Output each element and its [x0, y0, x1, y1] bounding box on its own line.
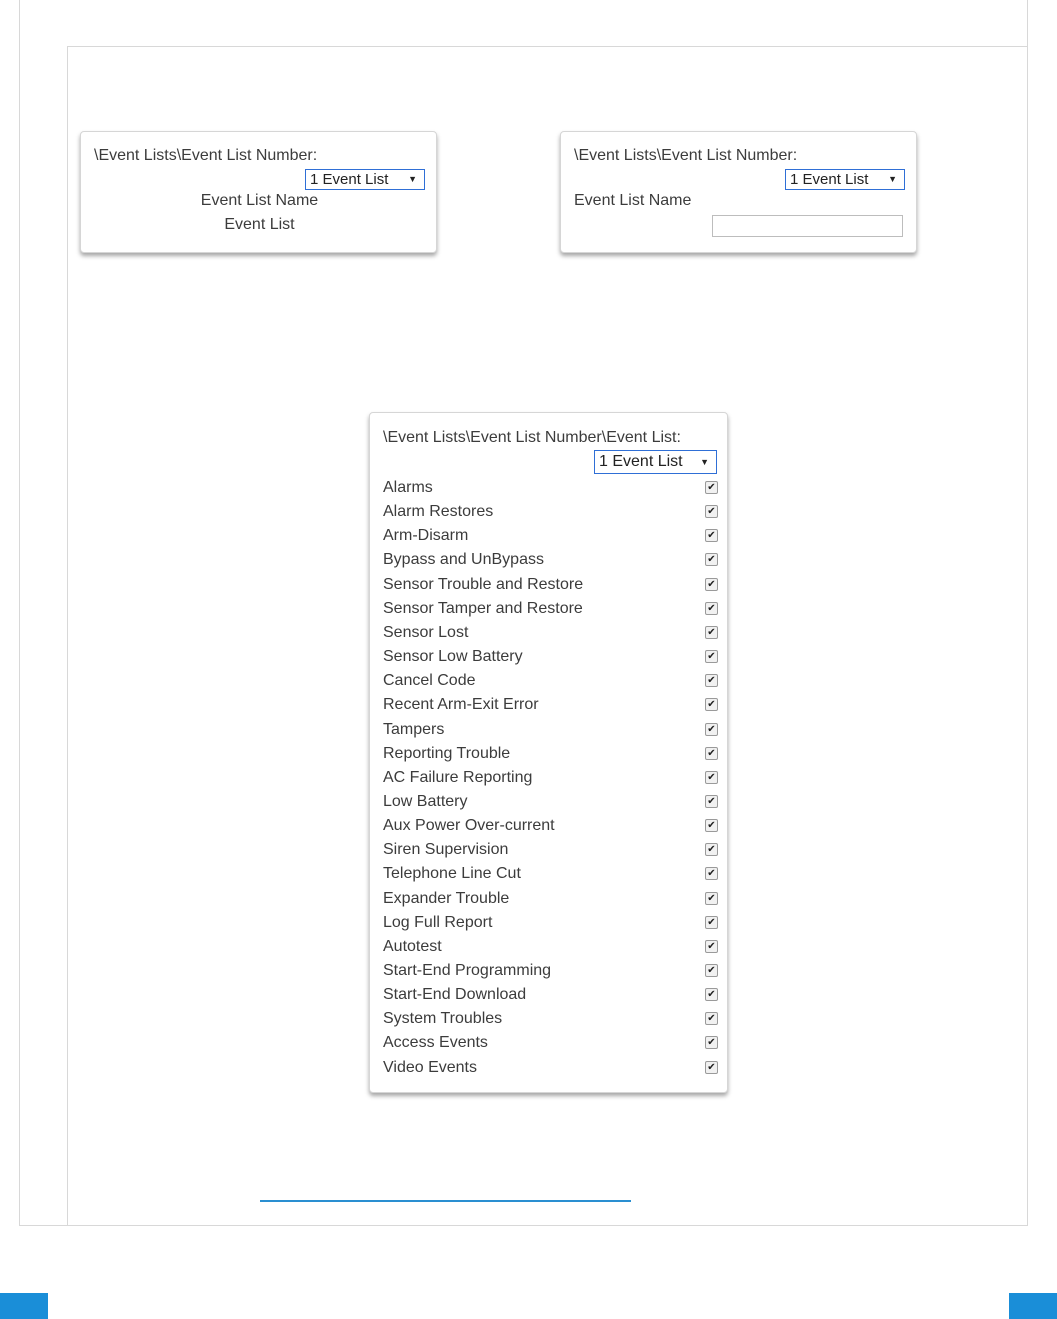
event-item-label: Sensor Low Battery — [383, 648, 523, 666]
event-item-row — [383, 935, 718, 959]
event-item-row — [383, 1031, 718, 1055]
event-item-checkbox[interactable]: ✔ — [705, 723, 718, 736]
event-item-label: Alarm Restores — [383, 503, 494, 521]
event-item-checkbox[interactable]: ✔ — [705, 988, 718, 1001]
chevron-down-icon: ▼ — [888, 174, 897, 184]
select-value: 1 Event List — [599, 453, 683, 470]
footer-accent-left — [0, 1293, 48, 1319]
event-item-label: Access Events — [383, 1034, 488, 1052]
event-item-label: Low Battery — [383, 792, 468, 810]
event-list-name-input[interactable] — [712, 215, 903, 237]
event-item-checkbox[interactable]: ✔ — [705, 626, 718, 639]
event-item-row — [383, 911, 718, 935]
event-item-row — [383, 814, 718, 838]
event-list-select[interactable] — [594, 450, 717, 474]
event-item-row — [383, 621, 718, 645]
event-list-name-label: Event List Name — [200, 192, 319, 209]
event-item-checkbox[interactable]: ✔ — [705, 771, 718, 784]
event-item-checkbox[interactable]: ✔ — [705, 892, 718, 905]
event-item-label: Sensor Trouble and Restore — [383, 575, 584, 593]
event-item-row — [383, 887, 718, 911]
event-item-checkbox[interactable]: ✔ — [705, 505, 718, 518]
event-item-label: Expander Trouble — [383, 889, 510, 907]
event-item-row — [383, 790, 718, 814]
footer-accent-right — [1009, 1293, 1057, 1319]
event-item-checkbox[interactable]: ✔ — [705, 819, 718, 832]
event-item-row — [383, 524, 718, 548]
event-item-checkbox[interactable]: ✔ — [705, 964, 718, 977]
panel-path-label: \Event Lists\Event List Number: — [574, 147, 798, 164]
event-item-row — [383, 983, 718, 1007]
event-item-row — [383, 862, 718, 886]
chevron-down-icon: ▼ — [408, 174, 417, 184]
chevron-down-icon: ▼ — [700, 457, 709, 467]
event-item-label: Autotest — [383, 937, 442, 955]
event-item-checkbox[interactable]: ✔ — [705, 578, 718, 591]
event-item-row — [383, 500, 718, 524]
hyperlink-underline[interactable] — [260, 1200, 631, 1202]
event-item-label: Log Full Report — [383, 913, 493, 931]
event-item-label: System Troubles — [383, 1010, 503, 1028]
event-item-label: Reporting Trouble — [383, 744, 511, 762]
event-item-label: Tampers — [383, 720, 445, 738]
event-item-label: Recent Arm-Exit Error — [383, 696, 539, 714]
event-item-checkbox[interactable]: ✔ — [705, 1036, 718, 1049]
event-item-row — [383, 693, 718, 717]
event-item-row — [383, 1007, 718, 1031]
event-item-row — [383, 838, 718, 862]
event-item-row — [383, 959, 718, 983]
event-item-checkbox[interactable]: ✔ — [705, 553, 718, 566]
event-item-row — [383, 476, 718, 500]
event-item-row — [383, 1056, 718, 1080]
event-item-row — [383, 766, 718, 790]
event-item-checkbox[interactable]: ✔ — [705, 1012, 718, 1025]
panel-path-label: \Event Lists\Event List Number\Event List: — [383, 429, 681, 446]
select-value: 1 Event List — [310, 171, 389, 188]
event-item-row — [383, 669, 718, 693]
event-item-label: Sensor Tamper and Restore — [383, 599, 583, 617]
event-item-checkbox[interactable]: ✔ — [705, 698, 718, 711]
event-item-label: Video Events — [383, 1058, 477, 1076]
event-item-row — [383, 742, 718, 766]
event-item-checkbox[interactable]: ✔ — [705, 1061, 718, 1074]
event-item-label: Alarms — [383, 479, 433, 496]
event-list-readonly-panel — [80, 131, 437, 253]
event-item-checkbox[interactable]: ✔ — [705, 747, 718, 760]
event-item-checkbox[interactable]: ✔ — [705, 867, 718, 880]
event-item-checkbox[interactable]: ✔ — [705, 843, 718, 856]
event-item-checkbox[interactable]: ✔ — [705, 529, 718, 542]
event-item-row — [383, 718, 718, 742]
event-list-edit-panel — [560, 131, 917, 253]
select-value: 1 Event List — [790, 171, 869, 188]
event-item-label: Aux Power Over-current — [383, 817, 555, 835]
event-item-label: Telephone Line Cut — [383, 865, 521, 883]
event-item-row — [383, 645, 718, 669]
event-item-label: Start-End Download — [383, 986, 527, 1004]
event-item-row — [383, 548, 718, 572]
event-item-checkbox[interactable]: ✔ — [705, 602, 718, 615]
event-item-checkbox[interactable]: ✔ — [705, 650, 718, 663]
event-item-label: Siren Supervision — [383, 841, 509, 859]
event-item-checkbox[interactable]: ✔ — [705, 674, 718, 687]
event-item-checkbox[interactable]: ✔ — [705, 481, 718, 494]
event-list-items-panel — [369, 412, 728, 1093]
event-list-number-select[interactable] — [785, 169, 905, 190]
event-list-number-select[interactable] — [305, 169, 425, 190]
event-item-checkbox[interactable]: ✔ — [705, 916, 718, 929]
event-item-row — [383, 597, 718, 621]
event-item-label: Arm-Disarm — [383, 527, 469, 545]
event-item-label: Sensor Lost — [383, 623, 469, 641]
event-list-name-label: Event List Name — [574, 192, 692, 209]
event-item-row — [383, 573, 718, 597]
event-list-name-value: Event List — [224, 216, 295, 233]
event-item-checkbox[interactable]: ✔ — [705, 795, 718, 808]
event-item-checkbox[interactable]: ✔ — [705, 940, 718, 953]
event-item-label: Start-End Programming — [383, 962, 552, 979]
event-item-label: Cancel Code — [383, 672, 476, 690]
panel-path-label: \Event Lists\Event List Number: — [94, 147, 318, 164]
event-item-label: AC Failure Reporting — [383, 768, 533, 786]
event-item-label: Bypass and UnBypass — [383, 551, 544, 569]
